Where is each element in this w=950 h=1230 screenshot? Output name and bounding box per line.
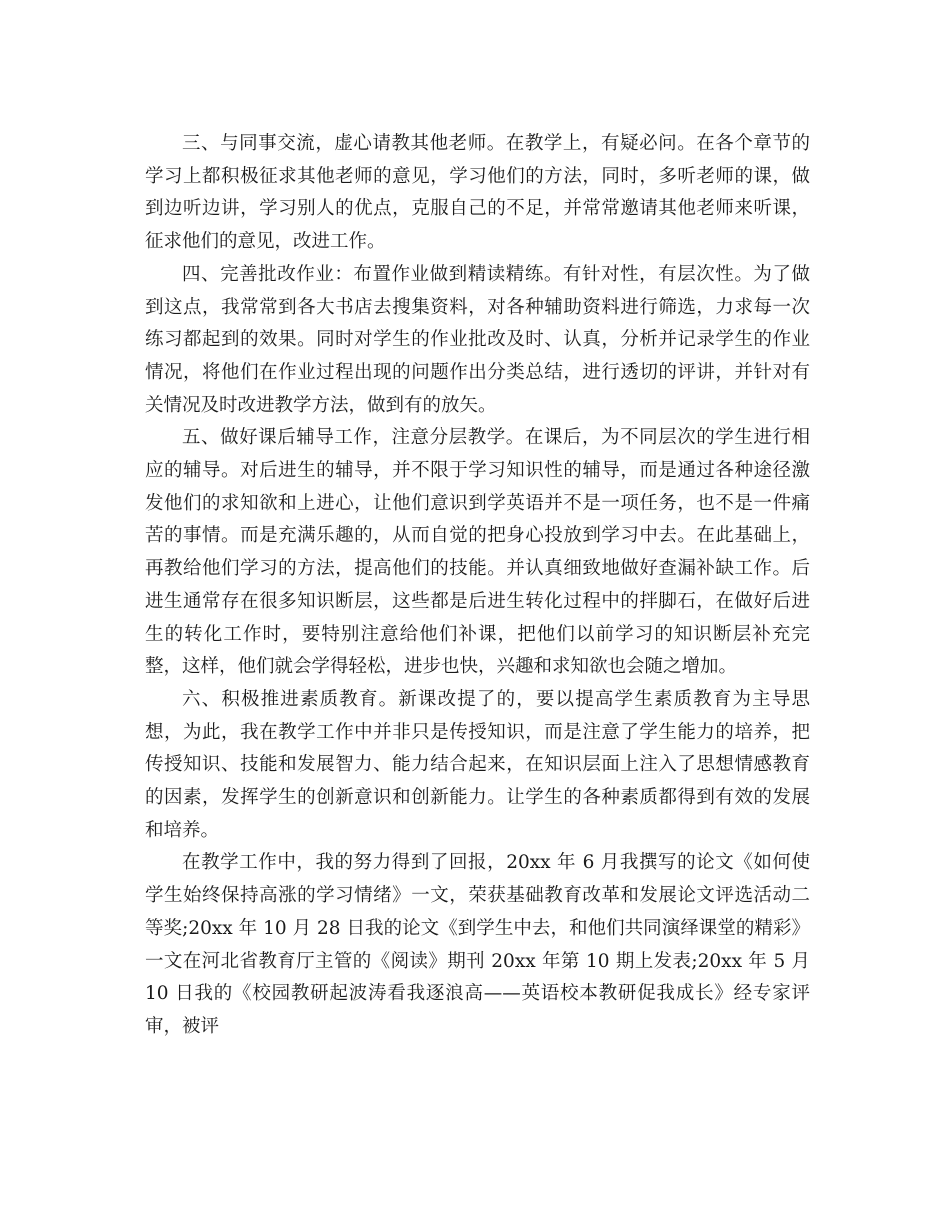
paragraph-homework-correction: 四、完善批改作业：布置作业做到精读精练。有针对性，有层次性。为了做到这点，我常常到各大书店去搜集资料，对各种辅助资料进行筛选，力求每一次练习都起到的效果。同时对学生的作业批改及时、认真，分析并记录学生的作业情况，将他们在作业过程出现的问题作出分类总结，进行透切的评讲，并针对有关情况及时改进教学方法，做到有的放矢。: [145, 263, 810, 416]
paragraph-after-class-tutoring: 五、做好课后辅导工作，注意分层教学。在课后，为不同层次的学生进行相应的辅导。对后进生的辅导，并不限于学习知识性的辅导，而是通过各种途径激发他们的求知欲和上进心，让他们意识到学英语并不是一项任务，也不是一件痛苦的事情。而是充满乐趣的，从而自觉的把身心投放到学习中去。在此基础上，再教给他们学习的方法，提高他们的技能。并认真细致地做好查漏补缺工作。后进生通常存在很多知识断层，这些都是后进生转化过程中的拌脚石，在做好后进生的转化工作时，要特别注意给他们补课，把他们以前学习的知识断层补充完整，这样，他们就会学得轻松，进步也快，兴趣和求知欲也会随之增加。: [145, 427, 810, 678]
document-body: [145, 128, 810, 1044]
paragraph-quality-education: 六、积极推进素质教育。新课改提了的，要以提高学生素质教育为主导思想，为此，我在教学工作中并非只是传授知识，而是注意了学生能力的培养，把传授知识、技能和发展智力、能力结合起来，在知识层面上注入了思想情感教育的因素，发挥学生的创新意识和创新能力。让学生的各种素质都得到有效的发展和培养。: [145, 688, 810, 841]
paragraph-colleague-exchange: 三、与同事交流，虚心请教其他老师。在教学上，有疑必问。在各个章节的学习上都积极征求其他老师的意见，学习他们的方法，同时，多听老师的课，做到边听边讲，学习别人的优点，克服自己的不足，并常常邀请其他老师来听课，征求他们的意见，改进工作。: [145, 133, 810, 253]
paragraph-achievements: 在教学工作中，我的努力得到了回报，20xx 年 6 月我撰写的论文《如何使学生始终保持高涨的学习情绪》一文，荣获基础教育改革和发展论文评选活动二等奖;20xx 年 10 月 28 日我的论文《到学生中去，和他们共同演绎课堂的精彩》一文在河北省教育厅主管的《阅读》期刊 20xx 年第 10 期上发表;20xx 年 5 月 10 日我的《校园教研起波涛看我逐浪高——英语校本教研促我成长》经专家评审，被评: [145, 852, 810, 1037]
